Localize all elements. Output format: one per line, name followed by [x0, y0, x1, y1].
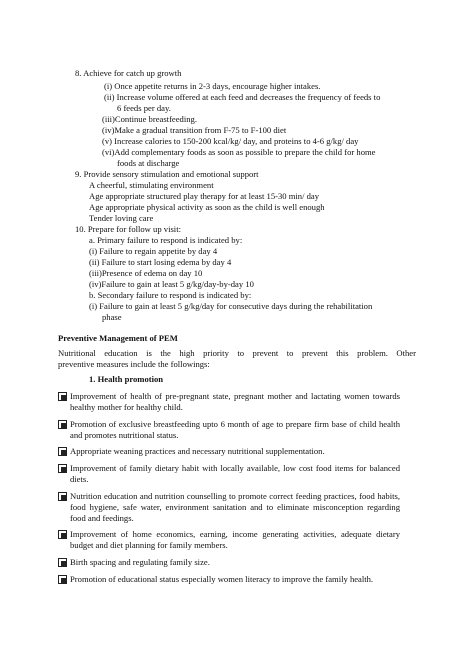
checkbox-bullet-icon	[58, 447, 67, 456]
section-10-item-b-i-cont: phase	[102, 312, 122, 322]
section-9-line-3: Age appropriate physical activity as soon as the child is well enough	[89, 202, 325, 212]
section-8-item-ii-cont: 6 feeds per day.	[117, 103, 171, 113]
bullet-text: Improvement of family dietary habit with locally available, low cost food items for balanced diets.	[70, 463, 400, 484]
bullet-text: Birth spacing and regulating family size.	[70, 557, 210, 567]
section-8-heading: 8. Achieve for catch up growth	[75, 68, 182, 78]
section-9-line-4: Tender loving care	[89, 213, 154, 223]
bullet-text: Improvement of home economics, earning, income generating activities, adequate dietary budget and diet planning for family members.	[70, 529, 400, 550]
section-8-item-vi-cont: foods at discharge	[117, 158, 180, 168]
checkbox-bullet-icon	[58, 558, 67, 567]
section-10-item-a-iii: (iii)Presence of edema on day 10	[89, 268, 203, 278]
bullet-text: Appropriate weaning practices and necessary nutritional supplementation.	[70, 446, 325, 456]
checkbox-bullet-icon	[58, 464, 67, 473]
section-8-item-v: (v) Increase calories to 150-200 kcal/kg/ day, and proteins to 4-6 g/kg/ day	[102, 136, 359, 146]
section-9-line-1: A cheerful, stimulating environment	[89, 180, 214, 190]
section-9-line-2: Age appropriate structured play therapy for at least 15-30 min/ day	[89, 191, 320, 201]
bullet-text: Promotion of educational status especially women literacy to improve the family health.	[70, 574, 374, 584]
bullet-item	[70, 574, 400, 585]
bullet-item	[70, 391, 400, 413]
checkbox-bullet-icon	[58, 530, 67, 539]
bullet-text: Promotion of exclusive breastfeeding upto 6 month of age to prepare firm base of child health and promotes nutritional status.	[70, 419, 400, 440]
section-10-heading: 10. Prepare for follow up visit:	[75, 224, 181, 234]
section-9-heading: 9. Provide sensory stimulation and emotional support	[75, 169, 259, 179]
checkbox-bullet-icon	[58, 420, 67, 429]
preventive-intro: Nutritional education is the high priority to prevent to prevent this problem. Other	[58, 348, 416, 358]
bullet-item	[70, 446, 400, 457]
preventive-title: Preventive Management of PEM	[58, 333, 178, 343]
section-10-item-a-i: (i) Failure to regain appetite by day 4	[89, 246, 218, 256]
section-10-item-b: b. Secondary failure to respond is indicated by:	[89, 290, 252, 300]
section-10-item-a-iv: (iv)Failure to gain at least 5 g/kg/day-by-day 10	[89, 279, 254, 289]
bullet-item	[70, 491, 400, 524]
bullet-item	[70, 463, 400, 485]
bullet-text: Nutrition education and nutrition counselling to promote correct feeding practices, food habits, food hygiene, safe water, environment sanitation and to eliminate misconception regarding food and feedings.	[70, 491, 400, 523]
section-10-item-b-i: (i) Failure to gain at least 5 g/kg/day for consecutive days during the rehabilitation	[89, 301, 373, 311]
checkbox-bullet-icon	[58, 575, 67, 584]
checkbox-bullet-icon	[58, 392, 67, 401]
section-10-item-a-ii: (ii) Failure to start losing edema by day 4	[89, 257, 232, 267]
checkbox-bullet-icon	[58, 492, 67, 501]
health-promotion-heading: 1. Health promotion	[89, 374, 164, 384]
section-8-item-ii: (ii) Increase volume offered at each feed and decreases the frequency of feeds to	[104, 92, 381, 102]
section-8-item-vi: (vi)Add complementary foods as soon as possible to prepare the child for home	[102, 147, 376, 157]
section-8-item-iv: (iv)Make a gradual transition from F-75 to F-100 diet	[102, 125, 287, 135]
section-8-item-i: (i) Once appetite returns in 2-3 days, encourage higher intakes.	[104, 81, 321, 91]
bullet-text: Improvement of health of pre-pregnant state, pregnant mother and lactating women towards healthy mother for healthy child.	[70, 391, 400, 412]
preventive-intro-cont: preventive measures include the followings:	[58, 359, 210, 369]
bullet-item	[70, 557, 400, 568]
section-10-item-a: a. Primary failure to respond is indicated by:	[89, 235, 243, 245]
bullet-item	[70, 419, 400, 441]
section-8-item-iii: (iii)Continue breastfeeding.	[102, 114, 197, 124]
bullet-item	[70, 529, 400, 551]
